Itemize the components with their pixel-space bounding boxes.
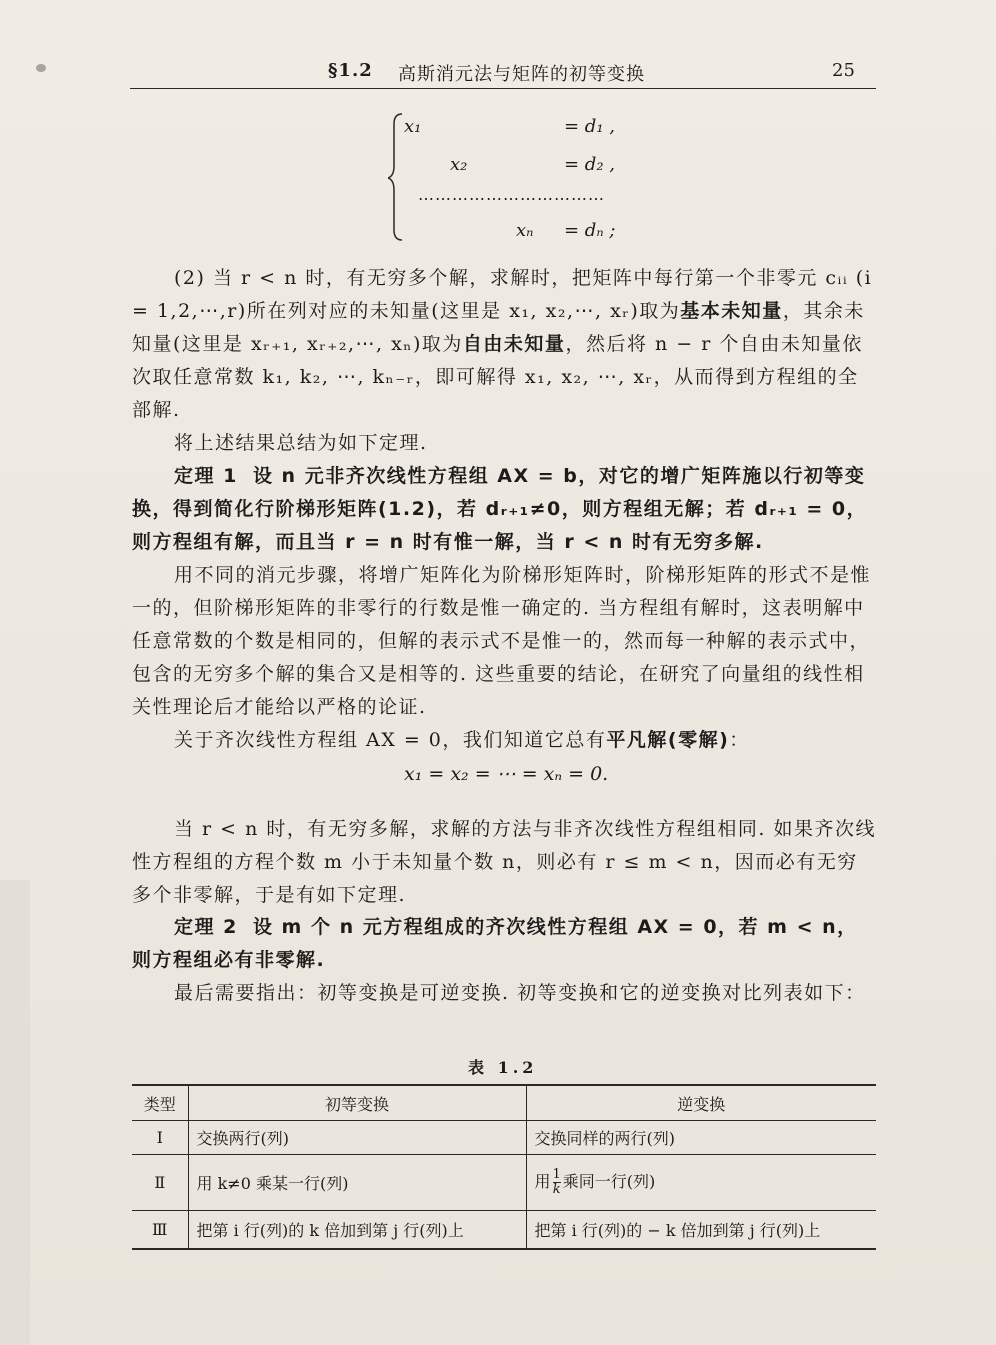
eq-dots: …………………………… xyxy=(418,185,605,204)
theorem-1-label: 定理 1 xyxy=(174,465,238,487)
theorem-2-label: 定理 2 xyxy=(174,916,238,938)
fraction-one-over-k: $\frac{1}{k}$ xyxy=(552,1167,561,1197)
paragraph-infinite: 当 r < n 时，有无穷多解，求解的方法与非齐次线性方程组相同. 如果齐次线性方程组的方程个数 m 小于未知量个数 n，则必有 r ≤ m < n，因而必有无穷多个非零解，于是有如下定理. xyxy=(132,818,876,906)
eq2-lhs: x₂ xyxy=(450,154,468,175)
table-caption: 表 1.2 xyxy=(468,1058,538,1077)
theorem-1 xyxy=(132,460,876,559)
paragraph-inverse: 最后需要指出：初等变换是可逆变换. 初等变换和它的逆变换对比列表如下： xyxy=(174,982,866,1004)
eq2-rhs: = d₂ , xyxy=(564,154,615,175)
theorem-1-text: 设 n 元非齐次线性方程组 AX = b，对它的增广矩阵施以行初等变换，得到简化行阶梯形矩阵(1.2)，若 dᵣ₊₁≠0，则方程组无解；若 dᵣ₊₁ = 0，则方程组有解，而且当 r = n 时有惟一解，当 r < n 时有无穷多解. xyxy=(132,465,868,553)
table-row xyxy=(132,1211,876,1249)
table-header-row xyxy=(132,1085,876,1121)
table-row xyxy=(132,1121,876,1155)
col-header-elementary: 初等变换 xyxy=(188,1085,526,1121)
term-trivial-solution: 平凡解(零解) xyxy=(606,729,730,751)
row-operation: 交换两行(列) xyxy=(188,1121,526,1155)
theorem-2-text: 设 m 个 n 元方程组成的齐次线性方程组 AX = 0，若 m < n，则方程组必有非零解. xyxy=(132,916,858,971)
row-operation: 把第 i 行(列)的 k 倍加到第 j 行(列)上 xyxy=(188,1211,526,1249)
scan-shadow xyxy=(0,880,30,1345)
section-title: 高斯消元法与矩阵的初等变换 xyxy=(398,64,645,85)
running-header xyxy=(130,60,876,90)
row-operation: 用 k≠0 乘某一行(列) xyxy=(188,1155,526,1211)
row-type: Ⅱ xyxy=(132,1155,188,1211)
term-basic-unknown: 基本未知量 xyxy=(680,300,783,322)
equation-system xyxy=(388,110,648,245)
row-type: Ⅰ xyxy=(132,1121,188,1155)
col-header-inverse: 逆变换 xyxy=(526,1085,876,1121)
section-number: §1.2 xyxy=(328,60,373,81)
paragraph-summary: 将上述结果总结为如下定理. xyxy=(174,432,428,454)
row-inverse: 用 $\frac{1}{k}$ 乘同一行(列) xyxy=(526,1155,876,1211)
header-rule xyxy=(130,88,876,89)
trivial-solution-formula: x₁ = x₂ = ⋯ = xₙ = 0. xyxy=(404,763,609,785)
row-type: Ⅲ xyxy=(132,1211,188,1249)
scan-speck xyxy=(36,64,46,72)
transform-table xyxy=(132,1084,876,1250)
paragraph-elimination: 用不同的消元步骤，将增广矩阵化为阶梯形矩阵时，阶梯形矩阵的形式不是惟一的，但阶梯形矩阵的非零行的行数是惟一确定的. 当方程组有解时，这表明解中任意常数的个数是相同的，但解的表示式不是惟一的，然而每一种解的表示式中，包含的无穷多个解的集合又是相等的. 这些重要的结论，在研究了向量组的线性相关性理论后才能给以严格的论证. xyxy=(132,564,872,718)
eq1-rhs: = d₁ , xyxy=(564,116,615,137)
row-inverse: 交换同样的两行(列) xyxy=(526,1121,876,1155)
paragraph-homogeneous: 关于齐次线性方程组 AX = 0，我们知道它总有平凡解(零解)： xyxy=(174,729,750,751)
table-row xyxy=(132,1155,876,1211)
eqn-lhs: xₙ xyxy=(516,220,534,241)
col-header-type: 类型 xyxy=(132,1085,188,1121)
eqn-rhs: = dₙ ; xyxy=(564,220,616,241)
row-inverse: 把第 i 行(列)的 − k 倍加到第 j 行(列)上 xyxy=(526,1211,876,1249)
paragraph-case-2: (2) 当 r < n 时，有无穷多个解，求解时，把矩阵中每行第一个非零元 cᵢᵢ (i = 1,2,⋯,r)所在列对应的未知量(这里是 x₁, x₂,⋯, xᵣ)取为基本未知量，其余未知量(这里是 xᵣ₊₁, xᵣ₊₂,⋯, xₙ)取为自由未知量，然后将 n − r 个自由未知量依次取任意常数 k₁, k₂, ⋯, kₙ₋ᵣ，即可解得 x₁, x₂, ⋯, xᵣ，从而得到方程组的全部解. xyxy=(132,267,873,421)
eq1-lhs: x₁ xyxy=(404,116,422,137)
theorem-2 xyxy=(132,911,876,977)
page-number: 25 xyxy=(832,60,855,81)
term-free-unknown: 自由未知量 xyxy=(462,333,566,355)
